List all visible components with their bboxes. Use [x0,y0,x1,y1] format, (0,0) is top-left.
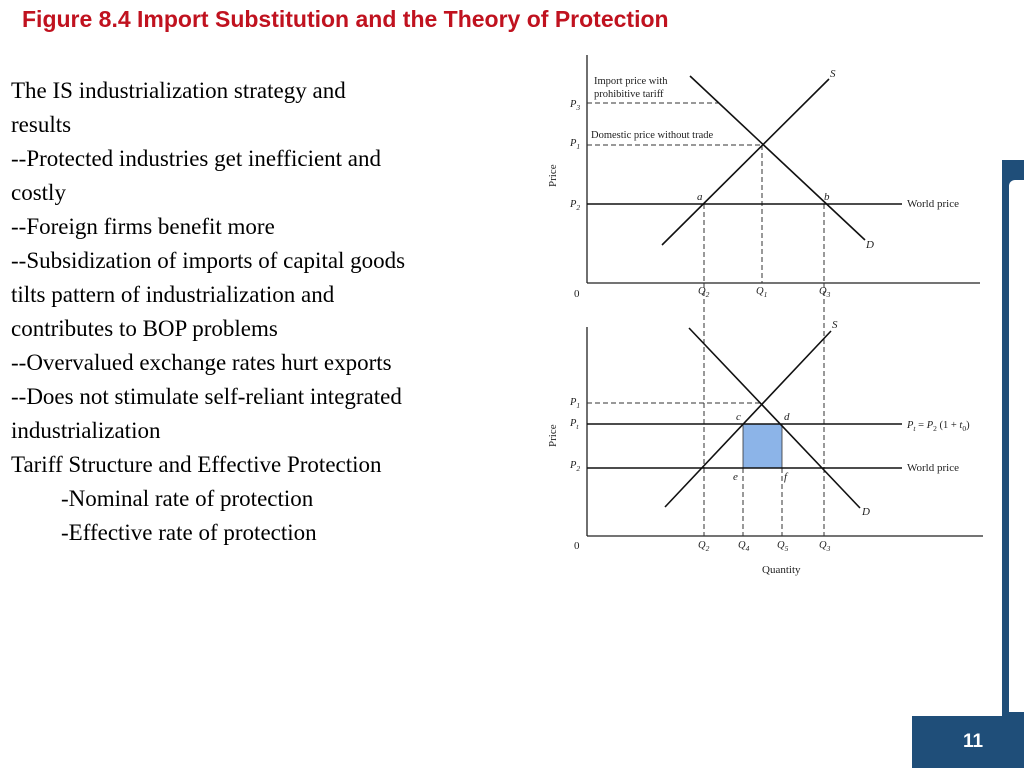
body-line: --Does not stimulate self-reliant integrated [11,384,402,409]
bottom-y-axis-label: Price [547,424,559,447]
bottom-supply-label: S [832,319,838,331]
import-price-annotation-line2: prohibitive tariff [594,89,664,100]
bottom-origin: 0 [574,540,580,552]
domestic-price-annotation: Domestic price without trade [591,130,714,141]
body-line: tilts pattern of industrialization and [11,282,335,307]
bottom-q3-label: $Q_3$ [819,540,831,553]
body-line: The IS industrialization strategy and [11,78,346,103]
bottom-q4-label: $Q_4$ [738,540,750,553]
bottom-q5-label: $Q_5$ [777,540,789,553]
import-price-annotation-line1: Import price with [594,76,668,87]
bottom-demand-label: D [862,506,870,518]
point-d-label: d [784,411,790,423]
body-line: contributes to BOP problems [11,316,278,341]
body-line: --Overvalued exchange rates hurt exports [11,350,392,375]
point-a-label: a [697,191,703,203]
body-line-indented: -Effective rate of protection [61,520,317,545]
top-world-price-label: World price [907,198,959,210]
bottom-p2-label: $P_2$ [570,460,581,473]
bottom-supply-curve [665,331,831,507]
top-y-axis-label: Price [547,164,559,187]
body-text [11,74,531,550]
top-p2-label: $P_2$ [570,199,581,212]
point-f-label: f [784,471,788,483]
top-p1-label: $P_1$ [570,138,581,151]
slide-number-badge [912,716,1024,768]
body-line: --Foreign firms benefit more [11,214,275,239]
side-accent-inner [1009,180,1024,712]
top-q2-label: $Q_2$ [698,286,710,299]
bottom-world-price-label: World price [907,462,959,474]
top-origin: 0 [574,288,580,300]
top-q1-label: $Q_1$ [756,286,768,299]
slide-title: Figure 8.4 Import Substitution and the Theory of Protection [22,6,669,32]
protection-figure [535,48,990,588]
body-line-indented: -Nominal rate of protection [61,486,314,511]
bottom-p1-label: $P_1$ [570,397,581,410]
top-q3-label: $Q_3$ [819,286,831,299]
tariff-price-label: $P_t = P_2$ $(1 + t_0)$ [907,420,970,433]
bottom-x-axis-label: Quantity [762,564,801,576]
tariff-revenue-area [743,424,782,468]
point-e-label: e [733,471,738,483]
body-line: industrialization [11,418,161,443]
body-line: results [11,112,72,137]
point-b-label: b [824,191,830,203]
top-p3-label: $P_3$ [570,99,581,112]
body-line: --Protected industries get inefficient and [11,146,382,171]
top-supply-label: S [830,68,836,80]
bottom-diagram [547,283,983,576]
top-demand-label: D [866,239,874,251]
top-diagram [547,55,980,300]
bottom-q2-label: $Q_2$ [698,540,710,553]
body-line: Tariff Structure and Effective Protection [11,452,382,477]
body-line: --Subsidization of imports of capital goods [11,248,406,273]
bottom-demand-curve [689,328,860,508]
bottom-pt-label: $P_t$ [570,418,579,431]
top-supply-curve [662,79,829,245]
top-demand-curve [690,76,865,240]
point-c-label: c [736,411,741,423]
body-line: costly [11,180,66,205]
slide-number: 11 [962,731,984,752]
